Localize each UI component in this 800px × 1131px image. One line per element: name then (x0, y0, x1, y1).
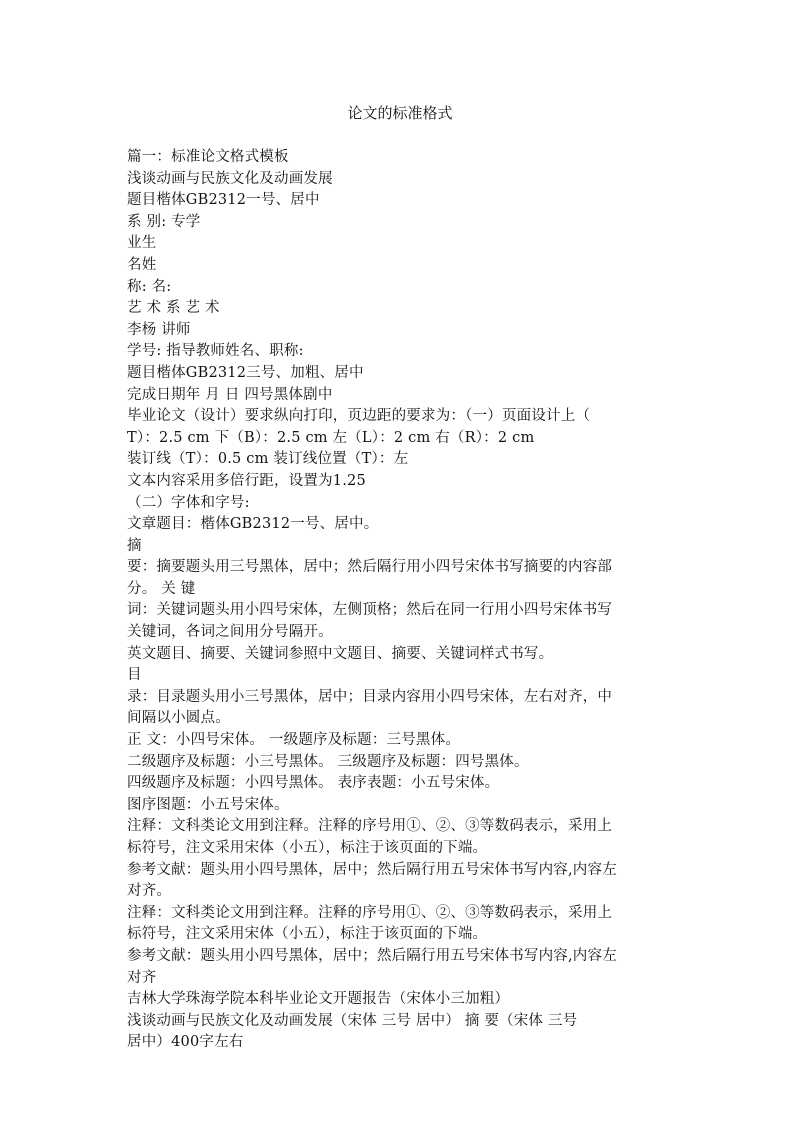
body-line: 文本内容采用多倍行距，设置为1.25 (127, 472, 366, 489)
body-line: 学号: 指导教师姓名、职称: (127, 343, 304, 360)
body-line: 目 (127, 667, 142, 684)
body-line: 要：摘要题头用三号黑体，居中；然后隔行用小四号宋体书写摘要的内容部 (127, 559, 613, 576)
body-line: 二级题序及标题：小三号黑体。 三级题序及标题：四号黑体。 (127, 753, 529, 770)
body-line: 名姓 (127, 256, 157, 273)
document-title: 论文的标准格式 (347, 104, 453, 122)
body-line: 艺 术 系 艺 术 (127, 300, 220, 317)
body-line: 标符号，注文采用宋体（小五），标注于该页面的下端。 (127, 840, 488, 856)
body-line: 称: 名: (127, 278, 172, 295)
body-line: 业生 (127, 235, 157, 252)
body-line: 注释：文科类论文用到注释。注释的序号用①、②、③等数码表示，采用上 (127, 818, 613, 835)
body-line: 标符号，注文采用宋体（小五），标注于该页面的下端。 (127, 926, 488, 943)
body-line: 参考文献：题头用小四号黑体，居中；然后隔行用五号宋体书写内容,内容左 (127, 947, 617, 964)
body-line: 英文题目、摘要、关键词参照中文题目、摘要、关键词样式书写。 (127, 645, 554, 662)
body-line: 录：目录题头用小三号黑体，居中；目录内容用小四号宋体，左右对齐，中 (127, 688, 613, 705)
body-line: 居中）400字左右 (127, 1034, 244, 1051)
body-line: 注释：文科类论文用到注释。注释的序号用①、②、③等数码表示，采用上 (127, 904, 613, 921)
body-line: 文章题目：楷体GB2312一号、居中。 (127, 516, 379, 533)
body-line: 摘 (127, 537, 142, 554)
document-body (127, 147, 687, 1054)
body-line: 浅谈动画与民族文化及动画发展 (127, 170, 333, 187)
body-line: 系 别: 专学 (127, 213, 201, 230)
body-line: 对齐。 (127, 883, 172, 900)
body-line: 题目楷体GB2312三号、加粗、居中 (127, 364, 364, 381)
body-line: 间隔以小圆点。 (127, 710, 230, 727)
body-line: 毕业论文（设计）要求纵向打印，页边距的要求为：（一）页面设计上（ (127, 408, 591, 425)
body-line: 题目楷体GB2312一号、居中 (127, 192, 320, 209)
body-line: 关键词，各词之间用分号隔开。 (127, 624, 333, 641)
body-line: 吉林大学珠海学院本科毕业论文开题报告（宋体小三加粗） (127, 991, 510, 1008)
body-line: T）：2.5 cm 下（B）：2.5 cm 左（L）：2 cm 右（R）：2 cm (127, 429, 535, 446)
body-line: 图序图题：小五号宋体。 (127, 796, 289, 813)
body-line: （二）字体和字号: (127, 494, 250, 511)
body-line: 四级题序及标题：小四号黑体。 表序表题：小五号宋体。 (127, 775, 500, 792)
body-line: 李杨 讲师 (127, 321, 191, 338)
body-line: 词：关键词题头用小四号宋体，左侧顶格；然后在同一行用小四号宋体书写 (127, 602, 613, 619)
body-line: 参考文献：题头用小四号黑体，居中；然后隔行用五号宋体书写内容,内容左 (127, 861, 617, 878)
body-line: 篇一：标准论文格式模板 (127, 149, 289, 165)
body-line: 分。 关 键 (127, 580, 196, 597)
body-line: 正 文：小四号宋体。 一级题序及标题：三号黑体。 (127, 732, 461, 749)
body-line: 完成日期年 月 日 四号黑体剧中 (127, 386, 333, 403)
body-line: 对齐 (127, 969, 157, 986)
body-line: 装订线（T）：0.5 cm 装订线位置（T）：左 (127, 451, 409, 468)
body-line: 浅谈动画与民族文化及动画发展（宋体 三号 居中） 摘 要（宋体 三号 (127, 1012, 578, 1029)
